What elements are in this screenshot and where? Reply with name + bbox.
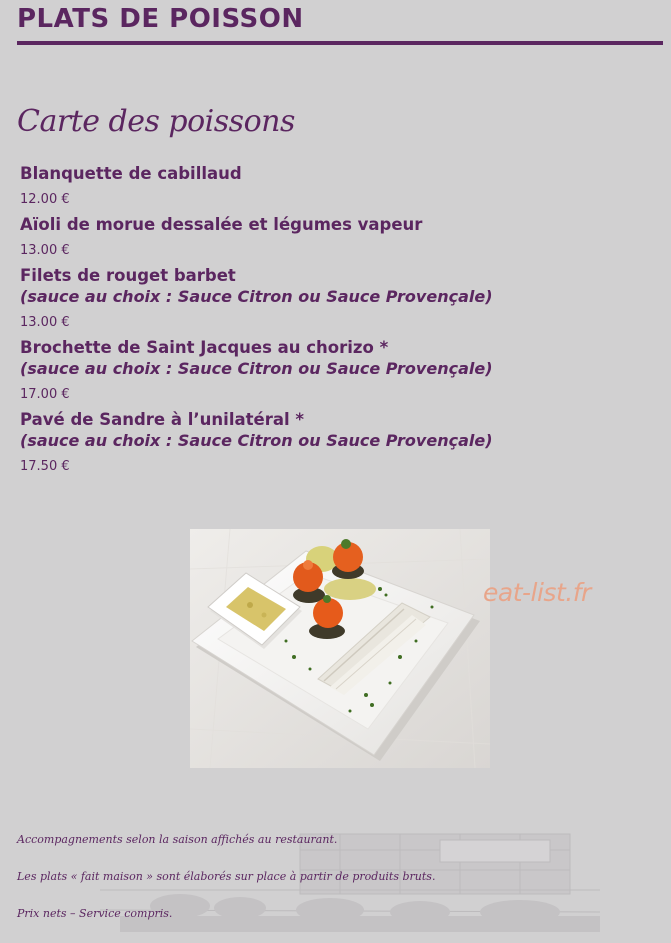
footer-note: Accompagnements selon la saison affichés au restaurant. (17, 833, 338, 846)
menu-item (20, 265, 640, 331)
dish-price: 17.00 € (20, 387, 70, 402)
footer-note: Prix nets – Service compris. (17, 907, 173, 920)
dish-price: 12.00 € (20, 192, 70, 207)
dish-sauce-note: (sauce au choix : Sauce Citron ou Sauce Provençale) (20, 431, 493, 450)
section-title: Carte des poissons (17, 104, 295, 139)
dish-name: Pavé de Sandre à l’unilatéral * (20, 410, 304, 429)
dish-name: Brochette de Saint Jacques au chorizo * (20, 338, 389, 357)
dish-photo (190, 529, 490, 768)
menu-item (20, 163, 640, 208)
menu-item (20, 409, 640, 475)
dish-name: Filets de rouget barbet (20, 266, 236, 285)
dish-price: 17.50 € (20, 459, 70, 474)
footer-note: Les plats « fait maison » sont élaborés sur place à partir de produits bruts. (17, 870, 436, 883)
dish-name: Blanquette de cabillaud (20, 164, 242, 183)
dish-price: 13.00 € (20, 243, 70, 258)
fish-plate-illustration (190, 529, 490, 768)
page-title: PLATS DE POISSON (17, 4, 304, 34)
dish-sauce-note: (sauce au choix : Sauce Citron ou Sauce Provençale) (20, 287, 493, 306)
dish-sauce-note: (sauce au choix : Sauce Citron ou Sauce Provençale) (20, 359, 493, 378)
menu-item (20, 214, 640, 259)
page-header (17, 4, 663, 45)
footer-notes (17, 832, 617, 943)
menu-item (20, 337, 640, 403)
dish-price: 13.00 € (20, 315, 70, 330)
site-watermark: eat-list.fr (483, 578, 591, 607)
dish-name: Aïoli de morue dessalée et légumes vapeur (20, 215, 423, 234)
header-divider (17, 41, 663, 45)
menu-list (20, 163, 640, 481)
